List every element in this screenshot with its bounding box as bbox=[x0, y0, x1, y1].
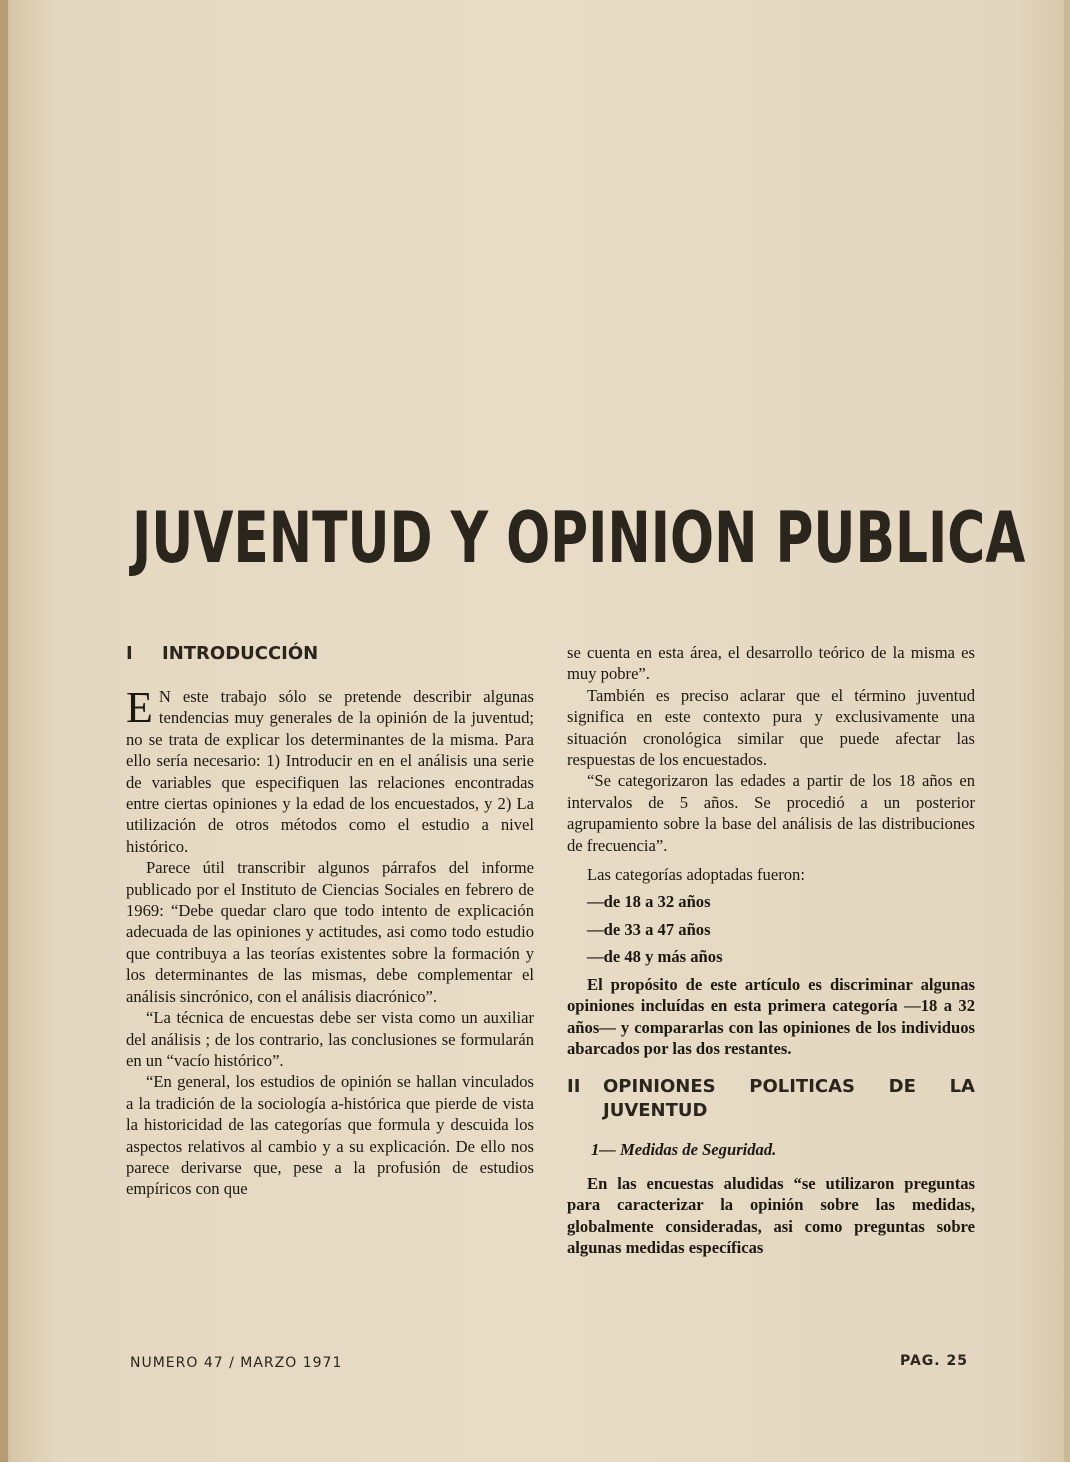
paragraph: El propósito de este artículo es discriminar algunas opiniones incluídas en esta primera categoría —18 a 32 años— y compararlas con las opiniones de los individuos abarcados por las dos restantes. bbox=[567, 974, 975, 1058]
age-categories-list bbox=[567, 864, 975, 968]
paragraph: También es preciso aclarar que el término juventud significa en este contexto pura y exclusivamente una situación cronológica similar que puede afectar las respuestas de los encuestados. bbox=[567, 685, 975, 770]
paragraph: “Se categorizaron las edades a partir de los 18 años en intervalos de 5 años. Se procedió a un posterior agrupamiento sobre la base del análisis de las distribuciones de frecuencia”. bbox=[567, 771, 975, 855]
section-number: I bbox=[126, 643, 133, 664]
right-column bbox=[567, 642, 975, 1258]
intro-paragraph-text: N este trabajo sólo se pretende describir algunas tendencias muy generales de la opinión de la juventud; no se trata de explicar los determinantes de la misma. Para ello sería necesario: 1) Introducir en en el análisis una serie de variables que especifiquen las relaciones encontradas entre ciertas opiniones y la edad de los encuestados, y 2) La utilización de otros métodos como el estudio a nivel histórico. bbox=[126, 687, 534, 856]
section-number: II bbox=[567, 1076, 581, 1098]
category-item: —de 33 a 47 años bbox=[587, 919, 711, 939]
section-title: OPINIONES POLITICAS DE LA JUVENTUD bbox=[603, 1076, 975, 1122]
issue-footer: NUMERO 47 / MARZO 1971 bbox=[130, 1355, 343, 1371]
intro-paragraph bbox=[126, 683, 534, 857]
drop-cap: E bbox=[126, 683, 153, 732]
paragraph: En las encuestas aludidas “se utilizaron preguntas para caracterizar la opinión sobre las medidas, globalmente consideradas, asi como preguntas sobre algunas medidas específicas bbox=[567, 1173, 975, 1257]
paragraph: “En general, los estudios de opinión se hallan vinculados a la tradición de la sociología a-histórica que pierde de vista la historicidad de las categorías que formula y descuida los aspectos relativos al cambio y a su explicación. De ello nos parece derivarse que, pese a la profusión de estudios empíricos con que bbox=[126, 1072, 534, 1199]
paragraph: Parece útil transcribir algunos párrafos del informe publicado por el Instituto de Ciencias Sociales en febrero de 1969: “Debe quedar claro que todo intento de explicación adecuada de las opiniones y actitudes, asi como todo estudio que contribuya a las teorías existentes sobre la formación y los determinantes de las mismas, debe complementar el análisis sincrónico, con el análisis diacrónico”. bbox=[126, 858, 534, 1006]
left-column bbox=[126, 636, 534, 1200]
section-heading-opiniones bbox=[567, 1075, 975, 1123]
section-title: INTRODUCCIÓN bbox=[162, 643, 319, 664]
page-number: PAG. 25 bbox=[900, 1353, 968, 1369]
page-edge bbox=[1064, 0, 1070, 1462]
section-heading-introduccion bbox=[126, 642, 534, 666]
paragraph: se cuenta en esta área, el desarrollo teórico de la misma es muy pobre”. bbox=[567, 643, 975, 684]
categories-intro: Las categorías adoptadas fueron: bbox=[587, 865, 805, 885]
page-spine bbox=[0, 0, 8, 1462]
subsection-heading: 1— Medidas de Seguridad. bbox=[591, 1140, 777, 1160]
category-item: —de 18 a 32 años bbox=[587, 892, 711, 912]
paragraph: “La técnica de encuestas debe ser vista como un auxiliar del análisis ; de los contrario, las conclusiones se formularán en un “vacío histórico”. bbox=[126, 1008, 534, 1070]
category-item: —de 48 y más años bbox=[587, 947, 723, 967]
article-title: JUVENTUD Y OPINION PUBLICA bbox=[132, 497, 1026, 579]
